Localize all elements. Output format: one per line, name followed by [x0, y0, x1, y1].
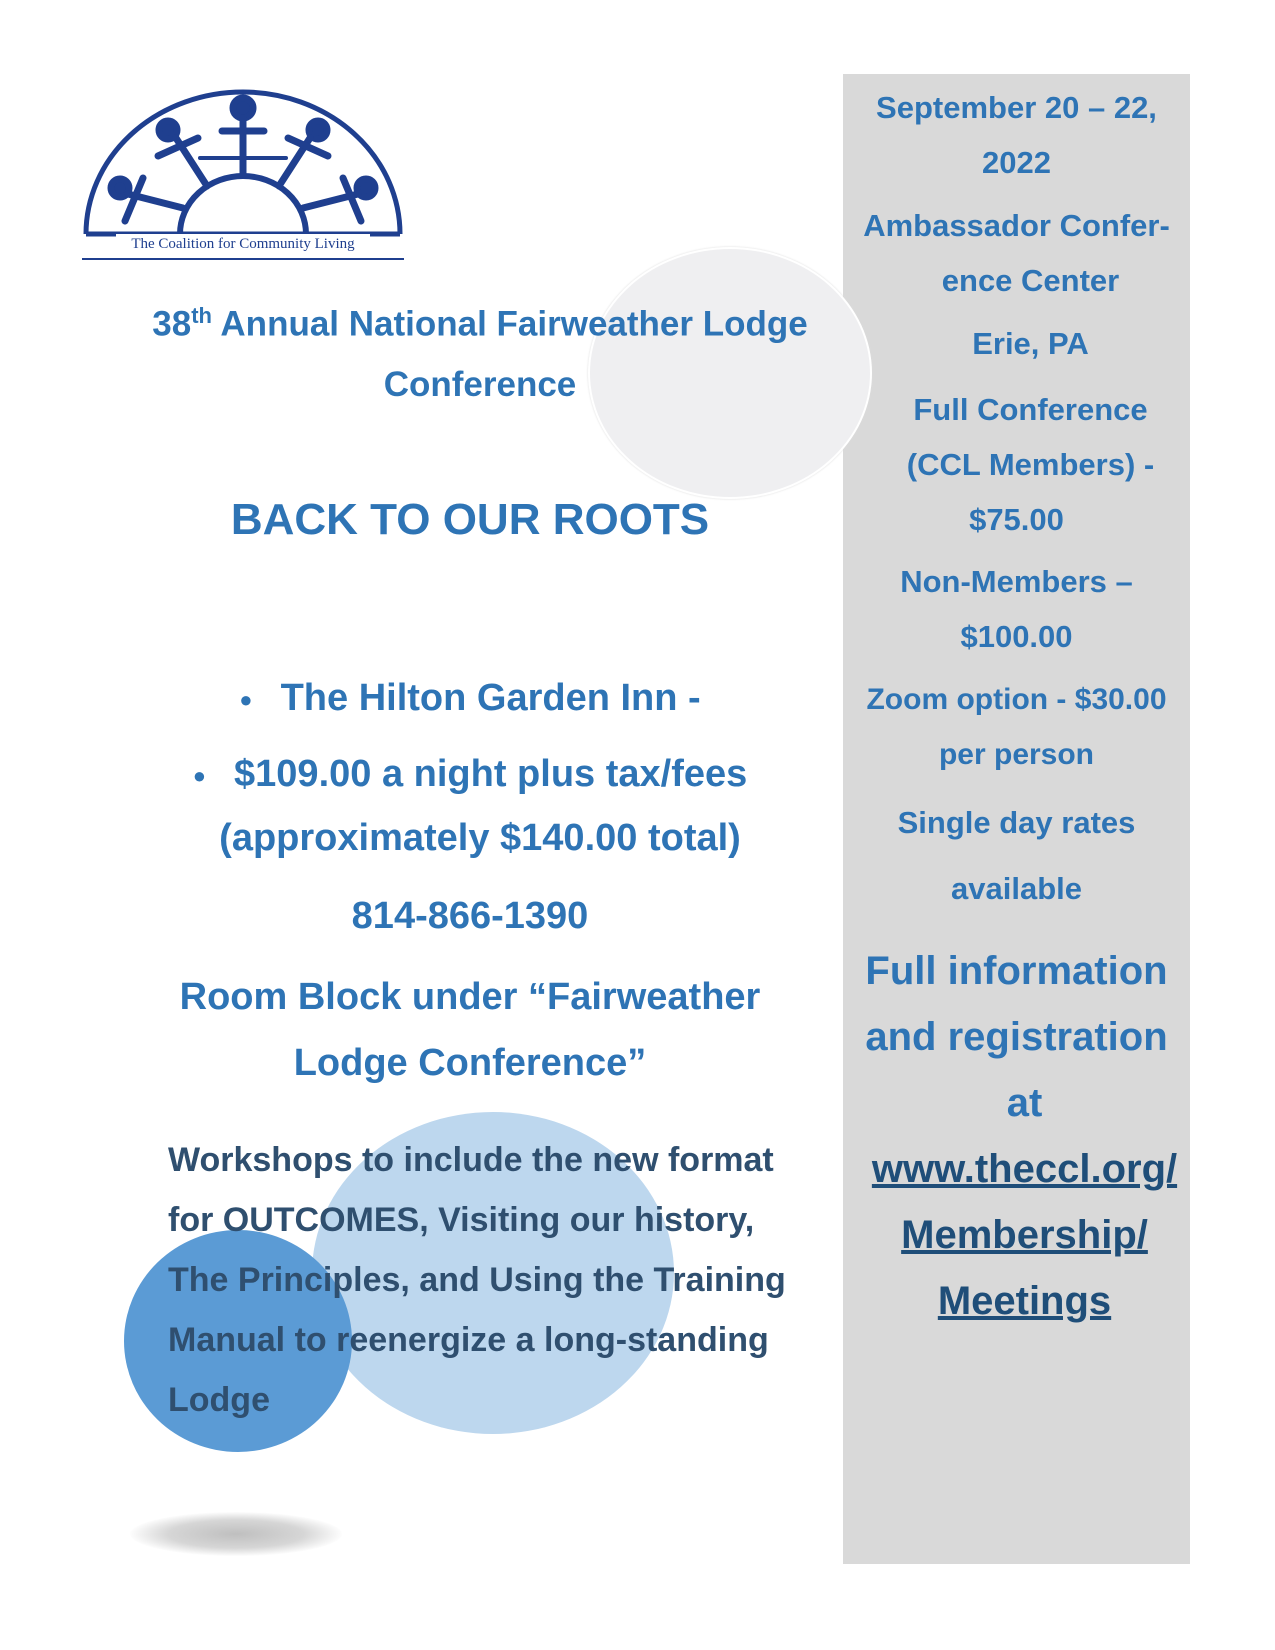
- hotel-bullet-rate: ● $109.00 a night plus tax/fees: [192, 753, 748, 795]
- hotel-phone: 814-866-1390: [351, 895, 589, 937]
- registration-info: Full information and registration at: [865, 949, 1168, 1125]
- decorative-shadow: [130, 1512, 342, 1556]
- full-conference-price: Full Conference (CCL Members) - $75.00: [906, 392, 1155, 537]
- coalition-logo: [80, 86, 406, 264]
- registration-link-line1[interactable]: www.theccl.org/: [871, 1147, 1178, 1191]
- event-dates: September 20 – 22, 2022: [876, 90, 1157, 180]
- registration-link-line2[interactable]: Membership/: [901, 1213, 1148, 1257]
- registration-link[interactable]: [843, 1136, 1190, 1334]
- conference-title-line2: Conference: [383, 364, 577, 404]
- event-city: Erie, PA: [972, 326, 1089, 361]
- workshops-description: Workshops to include the new format for OUTCOMES, Visiting our history, The Principles, and Using the Training Manual to reenergize a long-standing Lodge: [168, 1141, 786, 1419]
- single-day-rates: Single day rates available: [897, 805, 1136, 906]
- logo-caption: The Coalition for Community Living: [116, 234, 370, 254]
- hotel-bullet-name: ● The Hilton Garden Inn -: [239, 677, 701, 719]
- conference-title-line1: 38th Annual National Fairweather Lodge: [152, 303, 808, 344]
- event-venue: Ambassador Confer- ence Center: [863, 208, 1170, 298]
- bullet-icon: ●: [192, 762, 207, 788]
- bullet-icon: ●: [239, 686, 253, 712]
- nonmember-price: Non-Members – $100.00: [900, 564, 1133, 654]
- room-block: Room Block under “Fairweather Lodge Conference”: [179, 976, 761, 1084]
- conference-title: [120, 286, 840, 415]
- hotel-rate-note: (approximately $140.00 total): [219, 817, 741, 859]
- registration-link-line3[interactable]: Meetings: [937, 1279, 1112, 1323]
- tagline: BACK TO OUR ROOTS: [230, 495, 710, 544]
- zoom-option: Zoom option - $30.00 per person: [866, 683, 1167, 771]
